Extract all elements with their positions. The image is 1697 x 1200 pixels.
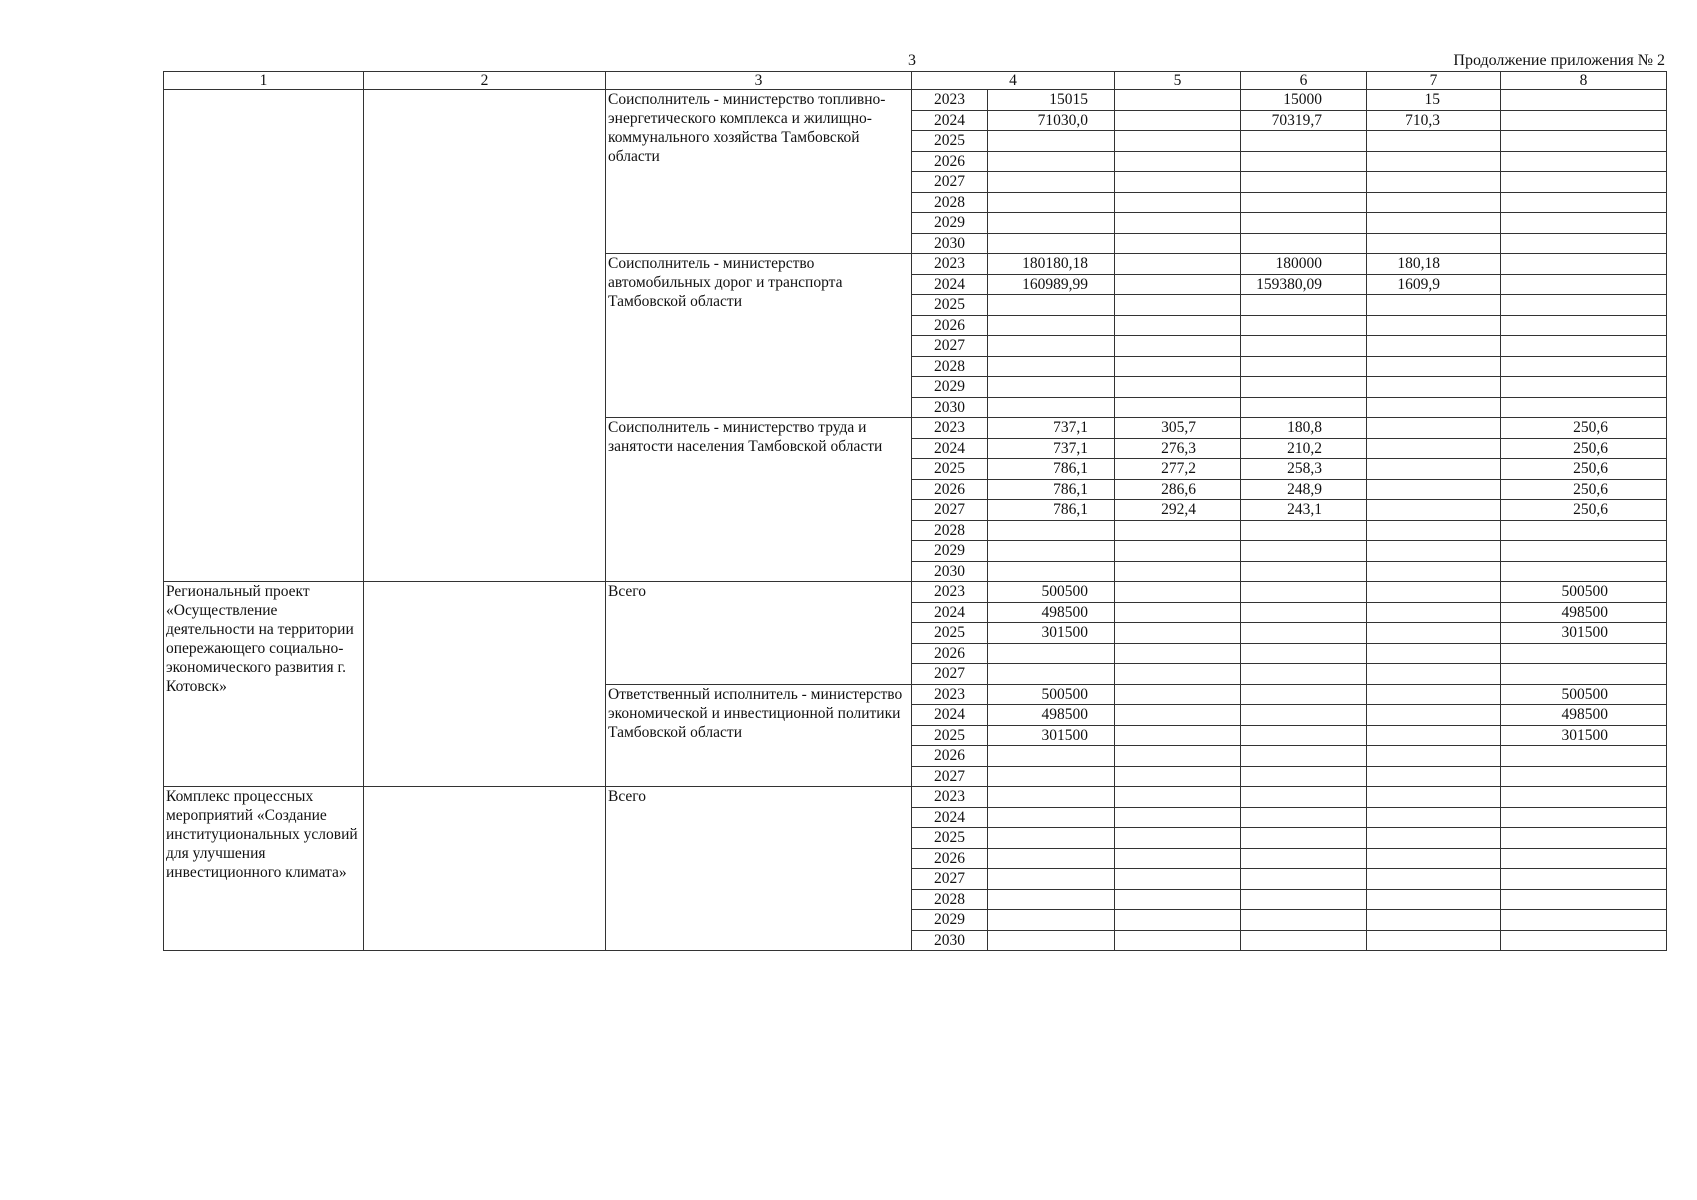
value-cell-c7 <box>1367 848 1501 869</box>
column-header: 2 <box>364 72 606 90</box>
value-cell-c7 <box>1367 295 1501 316</box>
page-number: 3 <box>908 52 916 69</box>
value-cell-c8 <box>1501 213 1667 234</box>
value-cell-c5 <box>1115 930 1241 951</box>
value-cell-c6: 243,1 <box>1241 500 1367 521</box>
value-cell-c4 <box>988 315 1115 336</box>
value-cell-c8 <box>1501 90 1667 111</box>
value-cell-c5 <box>1115 254 1241 275</box>
value-cell-c7: 15 <box>1367 90 1501 111</box>
value-cell-c8 <box>1501 315 1667 336</box>
value-cell-c5 <box>1115 684 1241 705</box>
value-cell-c7 <box>1367 131 1501 152</box>
value-cell-c7 <box>1367 664 1501 685</box>
value-cell-c5 <box>1115 561 1241 582</box>
value-cell-c7 <box>1367 705 1501 726</box>
year-cell: 2024 <box>912 807 988 828</box>
executor-cell: Соисполнитель - министерство топливно-энергетического комплекса и жилищно-коммунального хозяйства Тамбовской области <box>606 90 912 254</box>
value-cell-c8 <box>1501 131 1667 152</box>
value-cell-c6 <box>1241 336 1367 357</box>
value-cell-c6 <box>1241 705 1367 726</box>
value-cell-c6 <box>1241 582 1367 603</box>
value-cell-c7 <box>1367 233 1501 254</box>
value-cell-c8 <box>1501 254 1667 275</box>
year-cell: 2026 <box>912 746 988 767</box>
value-cell-c8 <box>1501 787 1667 808</box>
value-cell-c4 <box>988 889 1115 910</box>
value-cell-c4 <box>988 807 1115 828</box>
table-row <box>164 582 1667 603</box>
value-cell-c4 <box>988 828 1115 849</box>
value-cell-c7: 180,18 <box>1367 254 1501 275</box>
value-cell-c5 <box>1115 828 1241 849</box>
value-cell-c5 <box>1115 725 1241 746</box>
value-cell-c6 <box>1241 295 1367 316</box>
value-cell-c8 <box>1501 520 1667 541</box>
value-cell-c5: 277,2 <box>1115 459 1241 480</box>
value-cell-c8: 250,6 <box>1501 438 1667 459</box>
value-cell-c6: 159380,09 <box>1241 274 1367 295</box>
value-cell-c4 <box>988 131 1115 152</box>
value-cell-c7 <box>1367 684 1501 705</box>
value-cell-c8 <box>1501 828 1667 849</box>
executor-cell: Соисполнитель - министерство труда и занятости населения Тамбовской области <box>606 418 912 582</box>
value-cell-c8: 500500 <box>1501 582 1667 603</box>
year-cell: 2025 <box>912 459 988 480</box>
value-cell-c8 <box>1501 910 1667 931</box>
year-cell: 2028 <box>912 889 988 910</box>
value-cell-c6: 210,2 <box>1241 438 1367 459</box>
value-cell-c6 <box>1241 520 1367 541</box>
value-cell-c8 <box>1501 848 1667 869</box>
year-cell: 2029 <box>912 541 988 562</box>
value-cell-c5 <box>1115 336 1241 357</box>
year-cell: 2025 <box>912 623 988 644</box>
year-cell: 2024 <box>912 602 988 623</box>
value-cell-c6 <box>1241 643 1367 664</box>
value-cell-c6 <box>1241 746 1367 767</box>
value-cell-c7 <box>1367 520 1501 541</box>
value-cell-c4 <box>988 520 1115 541</box>
value-cell-c6 <box>1241 807 1367 828</box>
value-cell-c8: 250,6 <box>1501 479 1667 500</box>
value-cell-c7 <box>1367 623 1501 644</box>
value-cell-c4 <box>988 787 1115 808</box>
value-cell-c6 <box>1241 131 1367 152</box>
value-cell-c5 <box>1115 807 1241 828</box>
value-cell-c8 <box>1501 172 1667 193</box>
column-header-row <box>164 72 1667 90</box>
value-cell-c4: 301500 <box>988 725 1115 746</box>
value-cell-c5 <box>1115 90 1241 111</box>
value-cell-c6 <box>1241 233 1367 254</box>
value-cell-c4 <box>988 561 1115 582</box>
value-cell-c7 <box>1367 479 1501 500</box>
value-cell-c7 <box>1367 151 1501 172</box>
value-cell-c4 <box>988 172 1115 193</box>
year-cell: 2024 <box>912 438 988 459</box>
value-cell-c5 <box>1115 377 1241 398</box>
value-cell-c6 <box>1241 684 1367 705</box>
value-cell-c4 <box>988 910 1115 931</box>
value-cell-c5 <box>1115 315 1241 336</box>
executor-cell: Ответственный исполнитель - министерство экономической и инвестиционной политики Тамбовской области <box>606 684 912 787</box>
value-cell-c6 <box>1241 151 1367 172</box>
value-cell-c7 <box>1367 541 1501 562</box>
value-cell-c8 <box>1501 274 1667 295</box>
value-cell-c8 <box>1501 766 1667 787</box>
value-cell-c4 <box>988 746 1115 767</box>
value-cell-c5 <box>1115 520 1241 541</box>
year-cell: 2030 <box>912 930 988 951</box>
value-cell-c8 <box>1501 930 1667 951</box>
value-cell-c5 <box>1115 541 1241 562</box>
value-cell-c8 <box>1501 746 1667 767</box>
year-cell: 2025 <box>912 828 988 849</box>
value-cell-c6 <box>1241 766 1367 787</box>
year-cell: 2028 <box>912 356 988 377</box>
value-cell-c7: 1609,9 <box>1367 274 1501 295</box>
value-cell-c7 <box>1367 766 1501 787</box>
value-cell-c4: 500500 <box>988 684 1115 705</box>
value-cell-c8: 498500 <box>1501 705 1667 726</box>
value-cell-c6 <box>1241 561 1367 582</box>
value-cell-c8: 498500 <box>1501 602 1667 623</box>
value-cell-c4: 786,1 <box>988 500 1115 521</box>
value-cell-c5 <box>1115 110 1241 131</box>
value-cell-c4: 498500 <box>988 705 1115 726</box>
value-cell-c7 <box>1367 828 1501 849</box>
year-cell: 2027 <box>912 766 988 787</box>
column-header: 3 <box>606 72 912 90</box>
value-cell-c6: 70319,7 <box>1241 110 1367 131</box>
year-cell: 2023 <box>912 90 988 111</box>
value-cell-c7 <box>1367 315 1501 336</box>
value-cell-c4 <box>988 213 1115 234</box>
continuation-note: Продолжение приложения № 2 <box>1453 52 1665 69</box>
value-cell-c5 <box>1115 582 1241 603</box>
value-cell-c4: 180180,18 <box>988 254 1115 275</box>
year-cell: 2025 <box>912 131 988 152</box>
year-cell: 2024 <box>912 705 988 726</box>
value-cell-c7 <box>1367 930 1501 951</box>
value-cell-c5 <box>1115 643 1241 664</box>
year-cell: 2025 <box>912 725 988 746</box>
value-cell-c7 <box>1367 561 1501 582</box>
year-cell: 2026 <box>912 479 988 500</box>
value-cell-c4 <box>988 192 1115 213</box>
year-cell: 2029 <box>912 377 988 398</box>
value-cell-c4 <box>988 233 1115 254</box>
value-cell-c8: 301500 <box>1501 725 1667 746</box>
table-row <box>164 90 1667 111</box>
value-cell-c5 <box>1115 172 1241 193</box>
value-cell-c5 <box>1115 623 1241 644</box>
column-2-cell <box>364 582 606 787</box>
value-cell-c7 <box>1367 377 1501 398</box>
value-cell-c7 <box>1367 500 1501 521</box>
value-cell-c6 <box>1241 848 1367 869</box>
value-cell-c8: 500500 <box>1501 684 1667 705</box>
value-cell-c6 <box>1241 664 1367 685</box>
value-cell-c8: 250,6 <box>1501 418 1667 439</box>
value-cell-c4: 737,1 <box>988 418 1115 439</box>
value-cell-c7 <box>1367 336 1501 357</box>
value-cell-c8 <box>1501 664 1667 685</box>
column-header: 7 <box>1367 72 1501 90</box>
value-cell-c5 <box>1115 295 1241 316</box>
value-cell-c5 <box>1115 131 1241 152</box>
value-cell-c7 <box>1367 192 1501 213</box>
year-cell: 2030 <box>912 561 988 582</box>
value-cell-c5 <box>1115 213 1241 234</box>
value-cell-c7: 710,3 <box>1367 110 1501 131</box>
table-row <box>164 787 1667 808</box>
value-cell-c4: 71030,0 <box>988 110 1115 131</box>
value-cell-c7 <box>1367 459 1501 480</box>
column-header: 1 <box>164 72 364 90</box>
year-cell: 2025 <box>912 295 988 316</box>
value-cell-c5 <box>1115 397 1241 418</box>
value-cell-c8 <box>1501 336 1667 357</box>
value-cell-c7 <box>1367 418 1501 439</box>
year-cell: 2026 <box>912 643 988 664</box>
executor-cell: Всего <box>606 787 912 951</box>
value-cell-c7 <box>1367 807 1501 828</box>
year-cell: 2028 <box>912 192 988 213</box>
year-cell: 2028 <box>912 520 988 541</box>
column-header: 6 <box>1241 72 1367 90</box>
value-cell-c4 <box>988 930 1115 951</box>
year-cell: 2023 <box>912 582 988 603</box>
value-cell-c6 <box>1241 315 1367 336</box>
value-cell-c5 <box>1115 787 1241 808</box>
value-cell-c6 <box>1241 623 1367 644</box>
value-cell-c5 <box>1115 766 1241 787</box>
column-header: 4 <box>912 72 1115 90</box>
year-cell: 2029 <box>912 910 988 931</box>
value-cell-c4 <box>988 151 1115 172</box>
value-cell-c8 <box>1501 110 1667 131</box>
year-cell: 2027 <box>912 172 988 193</box>
value-cell-c8 <box>1501 807 1667 828</box>
value-cell-c4: 786,1 <box>988 479 1115 500</box>
value-cell-c5 <box>1115 910 1241 931</box>
value-cell-c6: 180,8 <box>1241 418 1367 439</box>
executor-cell: Соисполнитель - министерство автомобильных дорог и транспорта Тамбовской области <box>606 254 912 418</box>
value-cell-c6 <box>1241 910 1367 931</box>
value-cell-c4: 498500 <box>988 602 1115 623</box>
value-cell-c4 <box>988 766 1115 787</box>
value-cell-c6: 180000 <box>1241 254 1367 275</box>
value-cell-c5 <box>1115 602 1241 623</box>
year-cell: 2029 <box>912 213 988 234</box>
value-cell-c5: 286,6 <box>1115 479 1241 500</box>
value-cell-c8 <box>1501 643 1667 664</box>
value-cell-c7 <box>1367 438 1501 459</box>
value-cell-c4 <box>988 397 1115 418</box>
value-cell-c4 <box>988 541 1115 562</box>
value-cell-c6: 248,9 <box>1241 479 1367 500</box>
value-cell-c5 <box>1115 274 1241 295</box>
value-cell-c5 <box>1115 869 1241 890</box>
value-cell-c6 <box>1241 869 1367 890</box>
year-cell: 2026 <box>912 151 988 172</box>
column-2-cell <box>364 787 606 951</box>
value-cell-c5 <box>1115 705 1241 726</box>
year-cell: 2024 <box>912 274 988 295</box>
value-cell-c7 <box>1367 889 1501 910</box>
year-cell: 2023 <box>912 787 988 808</box>
value-cell-c4: 301500 <box>988 623 1115 644</box>
value-cell-c7 <box>1367 397 1501 418</box>
value-cell-c8 <box>1501 377 1667 398</box>
value-cell-c7 <box>1367 910 1501 931</box>
value-cell-c8 <box>1501 889 1667 910</box>
executor-cell: Всего <box>606 582 912 685</box>
column-2-cell <box>364 90 606 582</box>
value-cell-c8 <box>1501 869 1667 890</box>
value-cell-c6 <box>1241 930 1367 951</box>
value-cell-c7 <box>1367 787 1501 808</box>
value-cell-c5 <box>1115 233 1241 254</box>
value-cell-c8 <box>1501 541 1667 562</box>
value-cell-c8 <box>1501 151 1667 172</box>
value-cell-c4 <box>988 356 1115 377</box>
year-cell: 2026 <box>912 315 988 336</box>
value-cell-c6 <box>1241 787 1367 808</box>
value-cell-c4 <box>988 336 1115 357</box>
value-cell-c6 <box>1241 397 1367 418</box>
value-cell-c4: 786,1 <box>988 459 1115 480</box>
value-cell-c8 <box>1501 356 1667 377</box>
value-cell-c6 <box>1241 192 1367 213</box>
year-cell: 2027 <box>912 664 988 685</box>
value-cell-c8 <box>1501 561 1667 582</box>
value-cell-c4 <box>988 643 1115 664</box>
value-cell-c5 <box>1115 192 1241 213</box>
value-cell-c7 <box>1367 213 1501 234</box>
appendix-table <box>163 71 1667 951</box>
value-cell-c6 <box>1241 172 1367 193</box>
value-cell-c8: 301500 <box>1501 623 1667 644</box>
value-cell-c6 <box>1241 889 1367 910</box>
year-cell: 2026 <box>912 848 988 869</box>
value-cell-c7 <box>1367 746 1501 767</box>
value-cell-c4 <box>988 869 1115 890</box>
value-cell-c8 <box>1501 233 1667 254</box>
value-cell-c5: 276,3 <box>1115 438 1241 459</box>
year-cell: 2027 <box>912 869 988 890</box>
program-name-cell <box>164 90 364 582</box>
value-cell-c6 <box>1241 356 1367 377</box>
value-cell-c6 <box>1241 828 1367 849</box>
value-cell-c7 <box>1367 725 1501 746</box>
value-cell-c7 <box>1367 602 1501 623</box>
value-cell-c6 <box>1241 541 1367 562</box>
value-cell-c5: 292,4 <box>1115 500 1241 521</box>
year-cell: 2024 <box>912 110 988 131</box>
value-cell-c5 <box>1115 848 1241 869</box>
value-cell-c4 <box>988 664 1115 685</box>
value-cell-c7 <box>1367 172 1501 193</box>
value-cell-c8: 250,6 <box>1501 459 1667 480</box>
value-cell-c6 <box>1241 725 1367 746</box>
value-cell-c6 <box>1241 213 1367 234</box>
value-cell-c8: 250,6 <box>1501 500 1667 521</box>
value-cell-c4 <box>988 848 1115 869</box>
value-cell-c4: 737,1 <box>988 438 1115 459</box>
value-cell-c8 <box>1501 192 1667 213</box>
year-cell: 2027 <box>912 500 988 521</box>
program-name-cell: Комплекс процессных мероприятий «Создание институциональных условий для улучшения инвестиционного климата» <box>164 787 364 951</box>
year-cell: 2023 <box>912 684 988 705</box>
value-cell-c5 <box>1115 889 1241 910</box>
value-cell-c7 <box>1367 643 1501 664</box>
value-cell-c4 <box>988 295 1115 316</box>
value-cell-c7 <box>1367 582 1501 603</box>
column-header: 5 <box>1115 72 1241 90</box>
value-cell-c5: 305,7 <box>1115 418 1241 439</box>
year-cell: 2023 <box>912 418 988 439</box>
year-cell: 2027 <box>912 336 988 357</box>
value-cell-c8 <box>1501 295 1667 316</box>
value-cell-c6 <box>1241 377 1367 398</box>
value-cell-c7 <box>1367 869 1501 890</box>
value-cell-c4 <box>988 377 1115 398</box>
value-cell-c6 <box>1241 602 1367 623</box>
value-cell-c8 <box>1501 397 1667 418</box>
value-cell-c5 <box>1115 746 1241 767</box>
value-cell-c7 <box>1367 356 1501 377</box>
program-name-cell: Региональный проект «Осуществление деятельности на территории опережающего социально-экономического развития г. Котовск» <box>164 582 364 787</box>
value-cell-c5 <box>1115 664 1241 685</box>
value-cell-c5 <box>1115 151 1241 172</box>
year-cell: 2023 <box>912 254 988 275</box>
value-cell-c6: 258,3 <box>1241 459 1367 480</box>
value-cell-c4: 500500 <box>988 582 1115 603</box>
value-cell-c5 <box>1115 356 1241 377</box>
column-header: 8 <box>1501 72 1667 90</box>
value-cell-c6: 15000 <box>1241 90 1367 111</box>
value-cell-c4: 160989,99 <box>988 274 1115 295</box>
year-cell: 2030 <box>912 233 988 254</box>
value-cell-c4: 15015 <box>988 90 1115 111</box>
year-cell: 2030 <box>912 397 988 418</box>
